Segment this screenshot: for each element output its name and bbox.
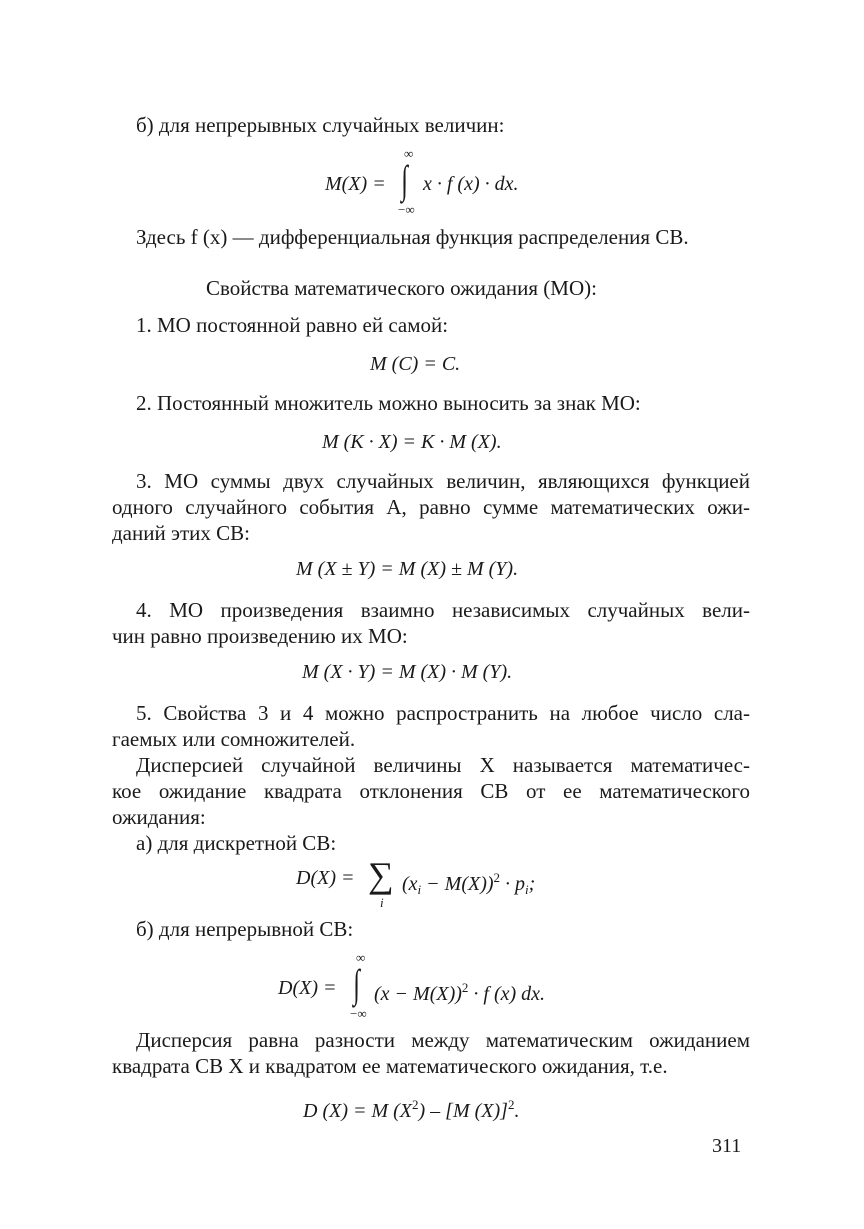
formula-lhs: D(X) = bbox=[296, 867, 355, 889]
property-5-line-2: гаемых или сомножителей. bbox=[112, 727, 356, 751]
variance-definition-line-1: Дисперсией случайной величины X называется математичес- bbox=[136, 753, 750, 777]
formula-rhs: $(x - M(X))^2 \cdot f$ (x) dx. bbox=[374, 980, 546, 1005]
text-line-continuous-cv: б) для непрерывной СВ: bbox=[136, 917, 354, 941]
variance-definition-line-2: кое ожидание квадрата отклонения СВ от ее математического bbox=[112, 779, 750, 803]
integral-upper-limit: ∞ bbox=[356, 950, 366, 965]
formula-variance-identity: D (X) = M $(X^2) - [M$ (X)]$^2$. bbox=[303, 1097, 520, 1122]
formula-constant-factor: M (K · X) = K · M (X). bbox=[322, 431, 502, 453]
section-heading-mo-properties: Свойства математического ожидания (МО): bbox=[206, 276, 597, 300]
property-1: 1. МО постоянной равно ей самой: bbox=[136, 313, 449, 337]
property-2: 2. Постоянный множитель можно выносить за знак МО: bbox=[136, 391, 641, 415]
property-3-line-3: даний этих СВ: bbox=[112, 521, 250, 545]
integral-upper-limit: ∞ bbox=[404, 146, 414, 161]
formula-sum: M (X ± Y) = M (X) ± M (Y). bbox=[296, 558, 519, 580]
property-4-line-1: 4. МО произведения взаимно независимых случайных вели- bbox=[136, 598, 750, 622]
integral-sign: ∫ bbox=[353, 961, 360, 1006]
integral-lower-limit: −∞ bbox=[398, 202, 415, 217]
page-number: 311 bbox=[712, 1135, 742, 1157]
formula-lhs: D(X) = bbox=[278, 977, 337, 999]
property-4-line-2: чин равно произведению их МО: bbox=[112, 624, 408, 648]
text-line-discrete: а) для дискретной СВ: bbox=[136, 831, 337, 855]
text-line-density-note: Здесь f (x) — дифференциальная функция распределения СВ. bbox=[136, 225, 689, 249]
formula-lhs: M(X) = bbox=[325, 173, 386, 195]
formula-constant: M (C) = C. bbox=[370, 353, 461, 375]
property-3-line-1: 3. МО суммы двух случайных величин, являющихся функцией bbox=[136, 469, 750, 493]
formula-rhs: $(x_i - M(X))^2 \cdot p_i$; bbox=[402, 870, 536, 897]
variance-identity-line-1: Дисперсия равна разности между математическим ожиданием bbox=[136, 1028, 750, 1052]
variance-identity-line-2: квадрата СВ X и квадратом ее математического ожидания, т.е. bbox=[112, 1054, 668, 1078]
sum-sign: ∑ bbox=[368, 855, 394, 895]
integral-sign: ∫ bbox=[401, 157, 408, 202]
text-line-continuous-intro: б) для непрерывных случайных величин: bbox=[136, 113, 505, 137]
property-5-line-1: 5. Свойства 3 и 4 можно распространить на любое число сла- bbox=[136, 701, 750, 725]
variance-definition-line-3: ожидания: bbox=[112, 805, 206, 829]
formula-product: M (X · Y) = M (X) · M (Y). bbox=[302, 661, 513, 683]
property-3-line-2: одного случайного события A, равно сумме математических ожи- bbox=[112, 495, 750, 519]
sum-index: i bbox=[380, 895, 384, 910]
integral-lower-limit: −∞ bbox=[350, 1006, 367, 1021]
formula-rhs: x · f (x) · dx. bbox=[423, 173, 519, 195]
